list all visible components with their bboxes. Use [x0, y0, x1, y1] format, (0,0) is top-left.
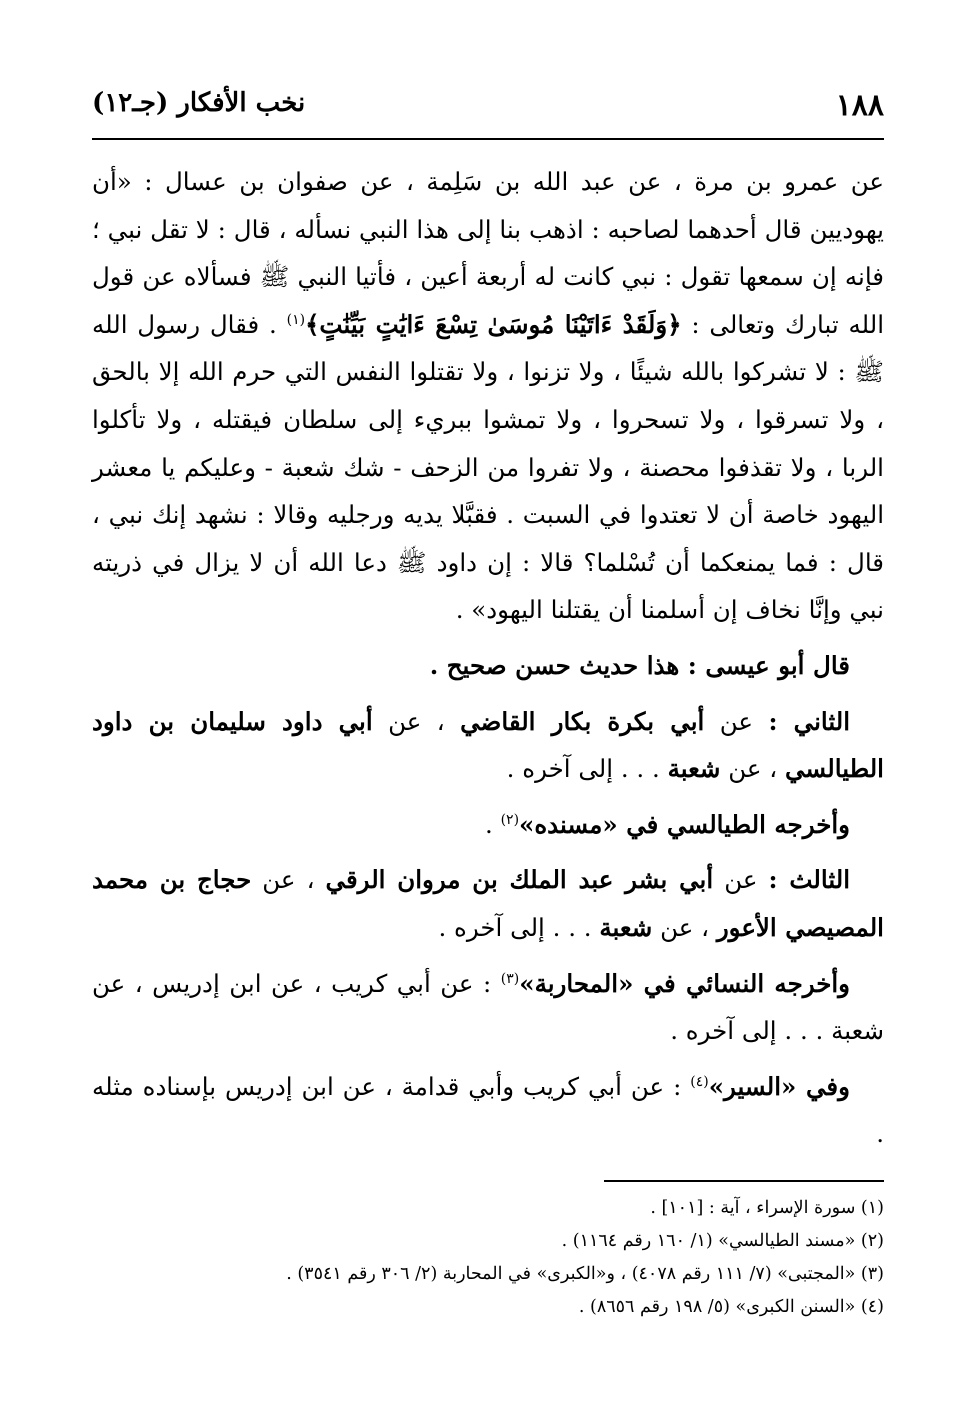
text-line: عن عمرو بن مرة ، عن عبد الله بن سَلِمة ، عن صفوان بن عسال : «أن يهوديين: [92, 167, 884, 244]
text-line: تسرقوا ، ولا تسحروا ، ولا تمشوا ببريء إلى سلطان فيقتله ، ولا تأكلوا الربا ،: [92, 404, 884, 482]
header-divider: [92, 138, 884, 140]
text-line: . فقال رسول الله ﷺ :: [92, 309, 884, 387]
narrator-name: شعبة: [599, 912, 653, 942]
text-line: ولا تقذفوا محصنة ، ولا تفروا من الزحف - شك شعبة - وعليكم يا معشر: [92, 452, 817, 482]
takhrij-nasai-paragraph: [92, 960, 884, 1055]
main-text: [92, 158, 884, 1158]
text-fragment: . . . إلى آخره .: [506, 754, 660, 784]
text-fragment: عن: [719, 706, 754, 736]
narrator-name: حجاج بن محمد المصيصي الأعور: [92, 865, 884, 942]
footnote-item: (٤) «السنن الكبرى» (٥/ ١٩٨ رقم ٨٦٥٦) .: [578, 1297, 884, 1317]
quran-verse: ﴿وَلَقَدْ ءَاتَيْنَا مُوسَىٰ تِسْعَ ءَايَٰتٍ بَيِّنَٰتٍ﴾: [305, 309, 682, 339]
grading-text: قال أبو عيسى : هذا حديث حسن صحيح .: [429, 650, 850, 680]
narrator-name: أبي داود سليمان بن داود الطيالسي: [92, 706, 884, 784]
footnote-divider: [604, 1180, 884, 1182]
takhrij-tayalisi-paragraph: [92, 801, 884, 849]
narrator-name: أبي بكرة بكار القاضي: [460, 706, 705, 736]
source-title: وأخرجه الطيالسي في «مسنده»: [519, 809, 850, 839]
page-number: ١٨٨: [835, 88, 884, 123]
footnotes: [92, 1192, 884, 1324]
text-line: لا تشركوا بالله شيئًا ، ولا تزنوا ، ولا تقتلوا النفس التي حرم الله إلا بالحق ، ولا: [92, 357, 885, 434]
narrator-name: أبي بشر عبد الملك بن مروان الرقي: [325, 865, 714, 895]
text-line: سمعها تقول : نبي كانت له أربعة أعين ، فأتيا النبي ﷺ فسألاه عن قول الله: [92, 262, 885, 339]
source-title: وأخرجه النسائي في «المحاربة»: [519, 968, 851, 998]
text-fragment: .: [484, 809, 493, 839]
footnote-ref: (٣): [500, 970, 520, 987]
text-fragment: ، عن: [728, 754, 778, 784]
text-line: نبي وإنَّا نخاف إن أسلمنا أن يقتلنا اليهود» .: [455, 595, 884, 625]
takhrij-siyar-paragraph: [92, 1063, 884, 1158]
running-title: نخب الأفكار (جـ١٢): [92, 88, 306, 118]
footnote-ref: (٤): [690, 1073, 709, 1090]
hadith-paragraph: [92, 158, 884, 634]
chain-label: الثاني :: [768, 706, 851, 736]
text-fragment: ، عن: [388, 706, 445, 736]
footnote-ref: (٢): [500, 811, 520, 828]
footnote-item: (٣) «المجتبى» (٧/ ١١١ رقم ٤٠٧٨) ، و«الكبرى» في المحاربة (٢/ ٣٠٦ رقم ٣٥٤١) .: [286, 1264, 884, 1284]
text-line: نبي ، قال : فما يمنعكما أن تُسْلما؟ قالا : إن داود ﷺ دعا الله أن لا يزال في ذريته: [92, 500, 884, 577]
text-fragment: عن: [724, 865, 758, 895]
text-line: قال أحدهما لصاحبه : اذهب بنا إلى هذا النبي نسأله ، قال : لا تقل نبي ؛ فإنه إن: [92, 214, 884, 292]
footnote-item: (١) سورة الإسراء ، آية : [١٠١] .: [650, 1198, 884, 1218]
chain-label: الثالث :: [768, 865, 851, 895]
page-header: [92, 88, 884, 132]
footnote-item: (٢) «مسند الطيالسي» (١/ ١٦٠ رقم ١١٦٤) .: [561, 1231, 884, 1251]
grading-paragraph: [92, 642, 884, 690]
source-title: وفي «السير»: [708, 1071, 850, 1101]
text-line: تبارك وتعالى :: [691, 309, 839, 339]
chain-third-paragraph: [92, 856, 884, 951]
footnote-ref: (١): [286, 311, 306, 328]
narrator-name: شعبة: [667, 754, 721, 784]
text-fragment: ، عن: [262, 865, 315, 895]
chain-second-paragraph: [92, 698, 884, 793]
text-fragment: . . . إلى آخره .: [438, 912, 592, 942]
text-fragment: : عن أبي كريب ، عن ابن إدريس ، عن شعبة . . . إلى آخره .: [92, 968, 884, 1046]
text-fragment: : عن أبي كريب وأبي قدامة ، عن ابن إدريس بإسناده مثله .: [92, 1071, 884, 1149]
text-fragment: ، عن: [660, 912, 710, 942]
text-line: اليهود خاصة أن لا تعتدوا في السبت . فقبَّلا يديه ورجليه وقالا : نشهد إنك: [151, 500, 885, 530]
